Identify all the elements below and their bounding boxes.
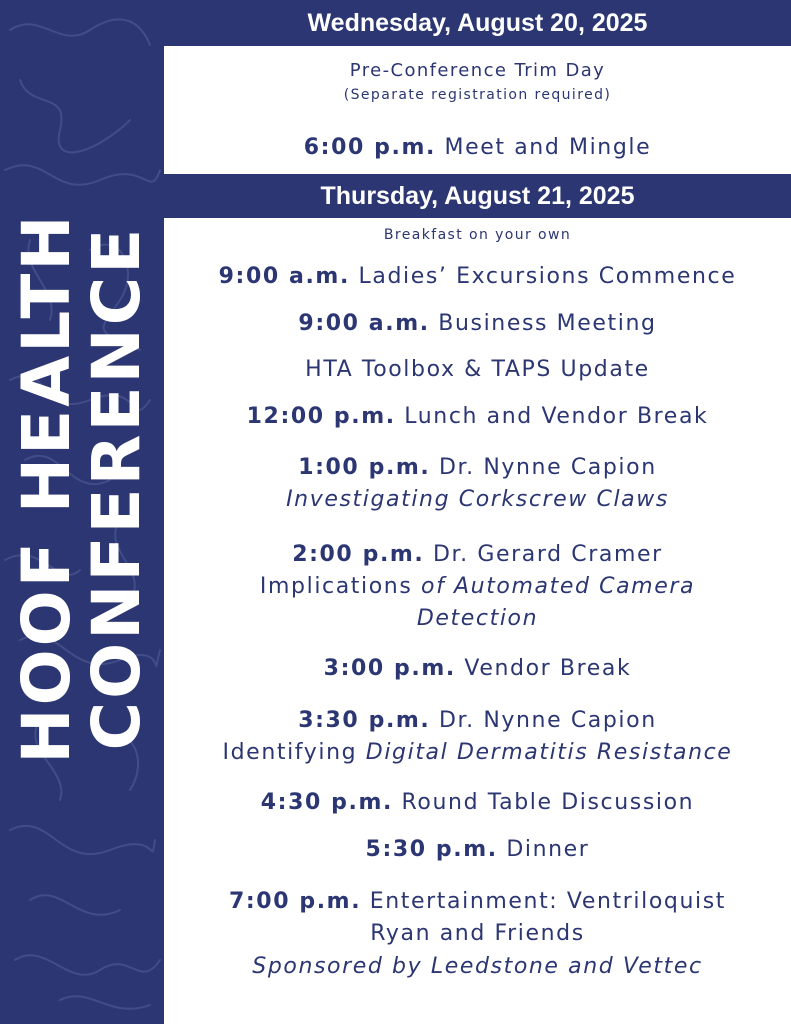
event-time: 2:00 p.m. xyxy=(292,542,425,567)
schedule-item xyxy=(164,135,791,160)
event-title: Dinner xyxy=(506,837,590,862)
event-title: Entertainment: Ventriloquist xyxy=(369,889,726,914)
conference-title-vertical xyxy=(8,212,155,764)
title-line-hoof-health: HOOF HEALTH xyxy=(8,212,85,764)
talk-title: Investigating Corkscrew Claws xyxy=(286,487,669,512)
event-time: 1:00 p.m. xyxy=(298,455,431,480)
event-subtitle: HTA Toolbox & TAPS Update xyxy=(305,357,650,382)
event-title: Dr. Nynne Capion xyxy=(438,455,657,480)
schedule-item xyxy=(164,708,791,733)
event-title: Round Table Discussion xyxy=(401,790,695,815)
schedule-item xyxy=(164,542,791,567)
sponsor-note: Sponsored by Leedstone and Vettec xyxy=(252,954,703,979)
schedule-content xyxy=(164,0,791,1024)
event-time: 6:00 p.m. xyxy=(303,135,436,160)
event-time: 7:00 p.m. xyxy=(228,889,362,914)
schedule-item xyxy=(164,455,791,480)
pre-conference-title: Pre-Conference Trim Day xyxy=(349,60,606,81)
breakfast-note: Breakfast on your own xyxy=(383,227,572,243)
day-header-wednesday: Wednesday, August 20, 2025 xyxy=(164,0,791,46)
talk-title: Identifying Digital Dermatitis Resistance xyxy=(222,740,733,765)
event-time: 3:00 p.m. xyxy=(323,656,456,681)
schedule-item xyxy=(164,790,791,815)
schedule-item xyxy=(164,264,791,289)
event-time: 5:30 p.m. xyxy=(365,837,498,862)
event-title: Vendor Break xyxy=(464,656,632,681)
event-title: Meet and Mingle xyxy=(444,135,652,160)
event-title: Ladies’ Excursions Commence xyxy=(358,264,737,289)
event-time: 12:00 p.m. xyxy=(246,404,396,429)
event-time: 9:00 a.m. xyxy=(298,311,430,336)
event-title: Dr. Nynne Capion xyxy=(438,708,657,733)
event-time: 4:30 p.m. xyxy=(260,790,393,815)
event-title: Dr. Gerard Cramer xyxy=(432,542,663,567)
sidebar-panel xyxy=(0,0,164,1024)
schedule-item xyxy=(164,404,791,429)
schedule-item xyxy=(164,311,791,336)
event-time: 9:00 a.m. xyxy=(218,264,350,289)
day-header-thursday: Thursday, August 21, 2025 xyxy=(164,174,791,218)
event-title: Lunch and Vendor Break xyxy=(404,404,709,429)
event-title-continued: Ryan and Friends xyxy=(370,921,585,946)
event-time: 3:30 p.m. xyxy=(298,708,431,733)
event-title: Business Meeting xyxy=(438,311,657,336)
title-line-conference: CONFERENCE xyxy=(78,225,155,751)
schedule-item xyxy=(164,889,791,914)
pre-conference-note: (Separate registration required) xyxy=(343,87,612,103)
schedule-item xyxy=(164,837,791,862)
talk-title: Implications of Automated Camera xyxy=(259,574,696,599)
talk-title-continued: Detection xyxy=(416,606,539,631)
schedule-item xyxy=(164,656,791,681)
